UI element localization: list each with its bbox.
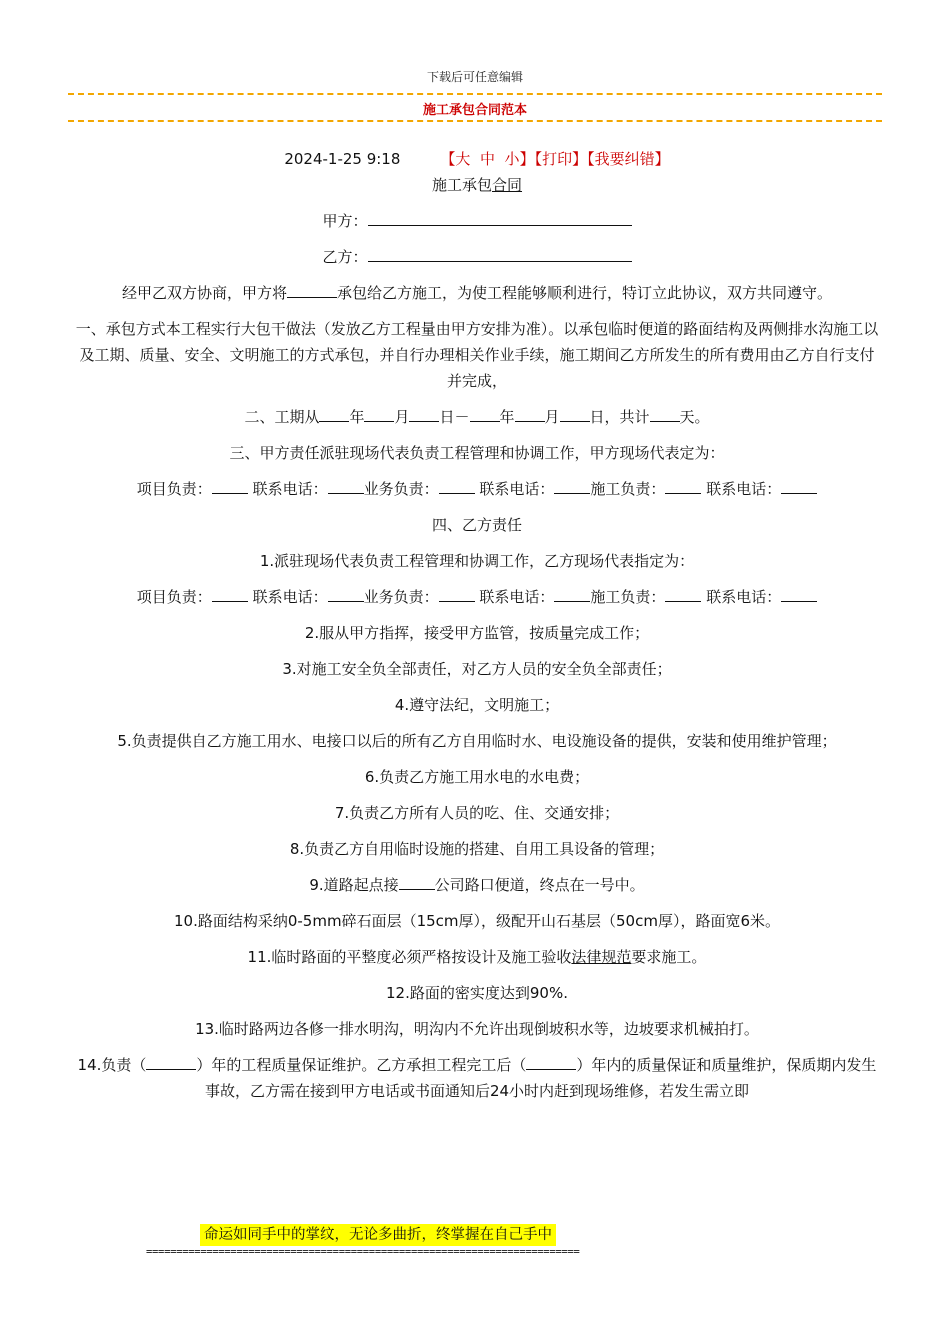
- item-9: 9.道路起点接 公司路口便道，终点在一号中。: [74, 872, 880, 898]
- section-2: 二、工期从 年 月 日－ 年 月 日，共计 天。: [74, 404, 880, 430]
- section-1: 一、承包方式本工程实行大包干做法（发放乙方工程量由甲方安排为准）。以承包临时便道的路面结构及两侧排水沟施工以及工期、质量、安全、文明施工的方式承包，并自行办理相关作业手续，施工期间乙方所发生的所有费用由乙方自行支付并完成，: [75, 320, 879, 390]
- footer-rule: ========================================================================: [146, 1246, 580, 1258]
- item-14: 14.负责（ ）年的工程质量保证维护。乙方承担工程完工后（ ）年内的质量保证和质量维护，保质期内发生事故，乙方需在接到甲方电话或书面通知后24小时内赶到现场维修，若发生需立即: [74, 1052, 880, 1104]
- report-control: 【我要纠错】: [587, 150, 670, 168]
- contacts-row-a: 项目负责： 联系电话： 业务负责： 联系电话： 施工负责： 联系电话：: [74, 476, 880, 502]
- font-size-controls: [440, 150, 534, 168]
- party-b-line: 乙方：: [74, 244, 880, 270]
- font-size-small-link[interactable]: 小: [504, 150, 520, 168]
- print-control: 【打印】: [534, 150, 588, 168]
- footer-quote: 命运如同手中的掌纹，无论多曲折，终掌握在自己手中: [200, 1224, 556, 1246]
- party-b-blank[interactable]: [368, 245, 632, 262]
- item-10: 10.路面结构采纳0-5mm碎石面层（15cm厚），级配开山石基层（50cm厚），路面宽6米。: [173, 912, 781, 930]
- print-link[interactable]: 打印: [542, 150, 573, 168]
- contract-link[interactable]: 合同: [492, 176, 523, 194]
- contract-title: 施工承包合同: [431, 176, 523, 194]
- section-3: 三、甲方责任派驻现场代表负责工程管理和协调工作，甲方现场代表定为：: [229, 444, 725, 462]
- intro-paragraph: 经甲乙双方协商，甲方将 承包给乙方施工，为使工程能够顺利进行，特订立此协议，双方共同遵守。: [74, 280, 880, 306]
- meta-line: [74, 146, 880, 172]
- item-2: 2.服从甲方指挥，接受甲方监管，按质量完成工作；: [304, 624, 650, 642]
- contract-body: [74, 142, 880, 1104]
- dashed-divider-top: [68, 93, 882, 95]
- report-error-link[interactable]: 我要纠错: [594, 150, 655, 168]
- item-1: 1.派驻现场代表负责工程管理和协调工作，乙方现场代表指定为：: [259, 552, 695, 570]
- item-7: 7.负责乙方所有人员的吃、住、交通安排；: [334, 804, 620, 822]
- item-12: 12.路面的密实度达到90%.: [386, 984, 568, 1002]
- bracket-close: 】: [519, 150, 535, 168]
- publish-datetime: 2024-1-25 9:18: [284, 150, 401, 168]
- party-a-blank[interactable]: [368, 209, 632, 226]
- bracket-open: 【: [440, 150, 456, 168]
- company-blank[interactable]: [399, 873, 435, 890]
- item-5: 5.负责提供自乙方施工用水、电接口以后的所有乙方自用临时水、电设施设备的提供，安装和使用维护管理；: [117, 732, 837, 750]
- download-note: 下载后可任意编辑: [426, 70, 523, 84]
- law-link[interactable]: 法律规范: [571, 948, 632, 966]
- item-6: 6.负责乙方施工用水电的水电费；: [364, 768, 590, 786]
- contacts-row-b: 项目负责： 联系电话： 业务负责： 联系电话： 施工负责： 联系电话：: [74, 584, 880, 610]
- item-4: 4.遵守法纪，文明施工；: [394, 696, 560, 714]
- item-3: 3.对施工安全负全部责任，对乙方人员的安全负全部责任；: [282, 660, 672, 678]
- font-size-large-link[interactable]: 大: [455, 150, 471, 168]
- header-title: 施工承包合同范本: [422, 103, 527, 118]
- item-11: 11.临时路面的平整度必须严格按设计及施工验收法律规范要求施工。: [247, 948, 707, 966]
- font-size-medium-link[interactable]: 中: [479, 150, 495, 168]
- party-a-line: 甲方：: [74, 208, 880, 234]
- section-4: 四、乙方责任: [431, 516, 522, 534]
- item-8: 8.负责乙方自用临时设施的搭建、自用工具设备的管理；: [289, 840, 665, 858]
- item-13: 13.临时路两边各修一排水明沟，明沟内不允许出现倒坡积水等，边坡要求机械拍打。: [195, 1020, 759, 1038]
- project-blank[interactable]: [287, 281, 337, 298]
- dashed-divider-bottom: [68, 120, 882, 122]
